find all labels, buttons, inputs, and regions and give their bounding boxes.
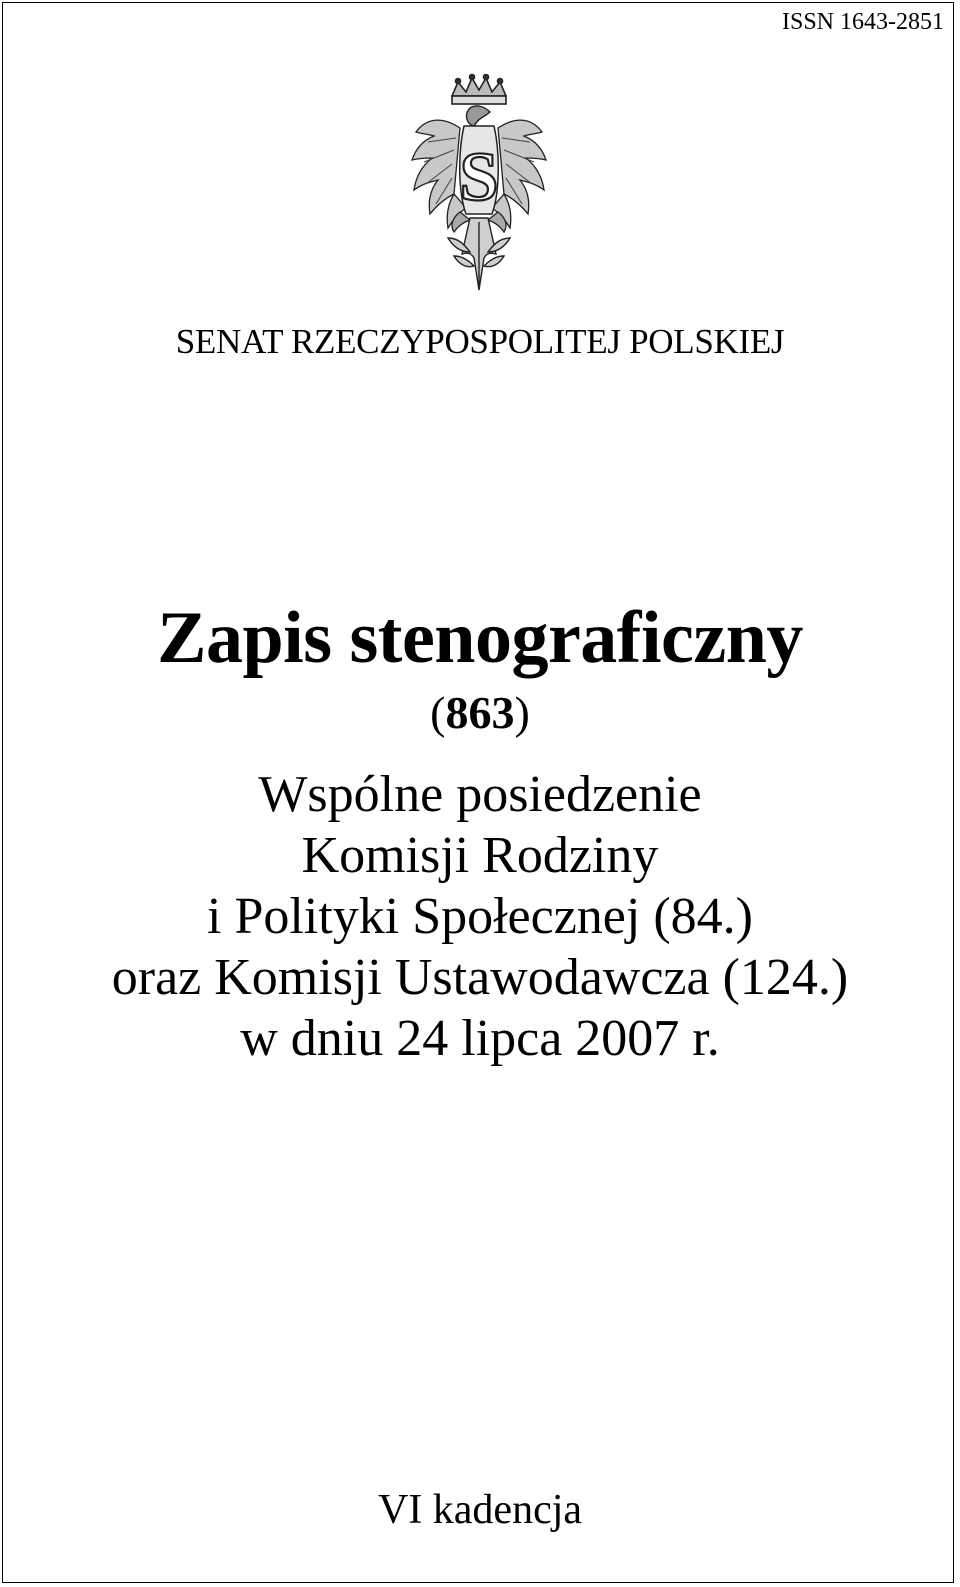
meeting-line-1: Wspólne posiedzenie [258,766,702,823]
meeting-date: w dniu 24 lipca 2007 r. [240,1010,720,1067]
term-label: VI kadencja [377,1487,583,1533]
number-close-paren: ) [514,687,530,738]
meeting-line-4: oraz Komisji Ustawodawcza (124.) [111,949,849,1006]
document-title: Zapis stenograficzny [157,597,803,679]
institution-name: SENAT RZECZYPOSPOLITEJ POLSKIEJ [175,322,785,361]
senate-eagle-emblem [408,72,550,300]
number-value: 863 [445,687,515,738]
issn-number: ISSN 1643-2851 [781,9,944,35]
emblem-letter: S [459,139,499,216]
meeting-line-2: Komisji Rodziny [301,827,659,884]
meeting-line-3: i Polityki Społecznej (84.) [207,888,753,945]
number-open-paren: ( [430,687,446,738]
meeting-description [0,764,960,1069]
transcript-number [0,686,960,740]
